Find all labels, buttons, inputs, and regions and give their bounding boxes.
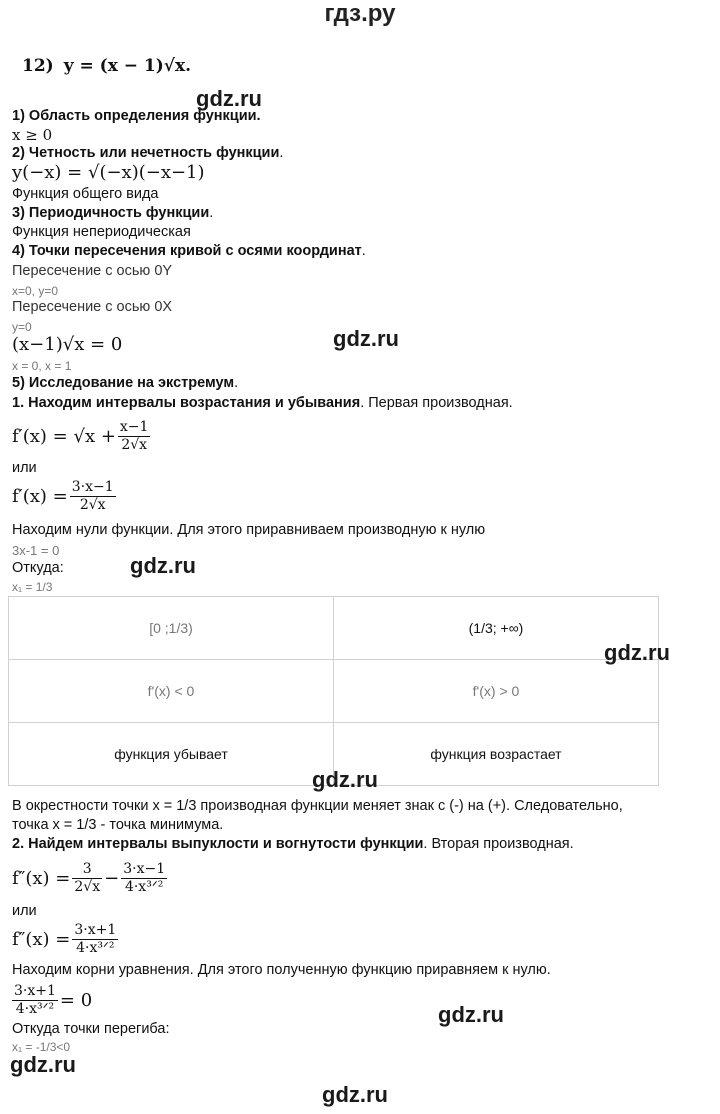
sign-table <box>8 596 659 786</box>
p2-second-derivative: f″(x) = $\frac{3}{2√x}$ − $\frac{3\cdot x-1}{\text{4·x³ᐟ²}}$ <box>12 860 166 895</box>
p2-heading: 2. Найдем интервалы выпуклости и вогнутости функции. Вторая производная. <box>12 836 574 852</box>
p2-second-derivative-simplified: f″(x) = $\frac{3\cdot x+1}{\text{4·x³ᐟ²}}$ <box>12 921 117 956</box>
s4-ox-roots: x = 0, x = 1 <box>12 359 72 373</box>
table-cell: функция возрастает <box>334 723 659 786</box>
table-cell: f'(x) > 0 <box>334 660 659 723</box>
p2-roots-text: Находим корни уравнения. Для этого полученную функцию приравняем к нулю. <box>12 962 551 978</box>
s1-heading: 1) Область определения функции. <box>12 108 261 124</box>
watermark: gdz.ru <box>333 326 399 351</box>
p1-heading: 1. Находим интервалы возрастания и убывания. Первая производная. <box>12 395 513 411</box>
s3-heading: 3) Периодичность функции. <box>12 205 214 221</box>
watermark: gdz.ru <box>604 640 670 665</box>
s1-value: x ≥ 0 <box>12 126 53 144</box>
watermark: gdz.ru <box>10 1052 76 1077</box>
s2-formula: y(−x) = √(−x)(−x−1) <box>12 162 205 183</box>
s4-oy-label: Пересечение с осью 0Y <box>12 263 173 279</box>
watermark: gdz.ru <box>196 86 262 111</box>
p2-inflection: Откуда точки перегиба: <box>12 1021 170 1037</box>
watermark: gdz.ru <box>312 767 378 792</box>
task-formula: y = (x − 1)√x. <box>63 56 192 76</box>
watermark: gdz.ru <box>438 1002 504 1027</box>
p2-equation: $\frac{3\cdot x+1}{\text{4·x³ᐟ²}}$ = 0 <box>14 982 93 1017</box>
p1-whence: Откуда: <box>12 560 64 576</box>
conclusion-line-2: точка x = 1/3 - точка минимума. <box>12 817 224 833</box>
p1-zeros-eq: 3x-1 = 0 <box>12 543 60 558</box>
s2-heading: 2) Четность или нечетность функции. <box>12 145 284 161</box>
p1-derivative: f′(x) = √x + $\frac{x-1}{2√x}$ <box>12 418 149 453</box>
p1-derivative-simplified: f′(x) = $\frac{3\cdot x-1}{2√x}$ <box>12 478 114 513</box>
p1-x1: x₁ = 1/3 <box>12 580 53 594</box>
task-title <box>22 56 191 76</box>
s3-result: Функция непериодическая <box>12 224 191 240</box>
table-cell: функция убывает <box>9 723 334 786</box>
p2-x1: x₁ = -1/3<0 <box>12 1040 71 1054</box>
table-cell: [0 ;1/3) <box>9 597 334 660</box>
p1-or: или <box>12 460 37 476</box>
s4-ox-equation: (x−1)√x = 0 <box>12 334 123 355</box>
s4-ox-y: y=0 <box>12 320 32 334</box>
table-cell: (1/3; +∞) <box>334 597 659 660</box>
s2-result: Функция общего вида <box>12 186 159 202</box>
conclusion-line-1: В окрестности точки x = 1/3 производная функции меняет знак с (-) на (+). Следовательно, <box>12 798 623 814</box>
p2-or: или <box>12 903 37 919</box>
p1-zeros-text: Находим нули функции. Для этого приравниваем производную к нулю <box>12 522 486 538</box>
task-number: 12) <box>22 56 54 76</box>
watermark: gdz.ru <box>130 553 196 578</box>
s4-oy-values: x=0, y=0 <box>12 284 59 298</box>
table-cell: f'(x) < 0 <box>9 660 334 723</box>
s4-ox-label: Пересечение с осью 0X <box>12 299 173 315</box>
s5-heading: 5) Исследование на экстремум. <box>12 375 239 391</box>
watermark: gdz.ru <box>322 1082 388 1107</box>
site-header: гдз.ру <box>324 0 396 27</box>
s4-heading: 4) Точки пересечения кривой с осями координат. <box>12 243 366 259</box>
